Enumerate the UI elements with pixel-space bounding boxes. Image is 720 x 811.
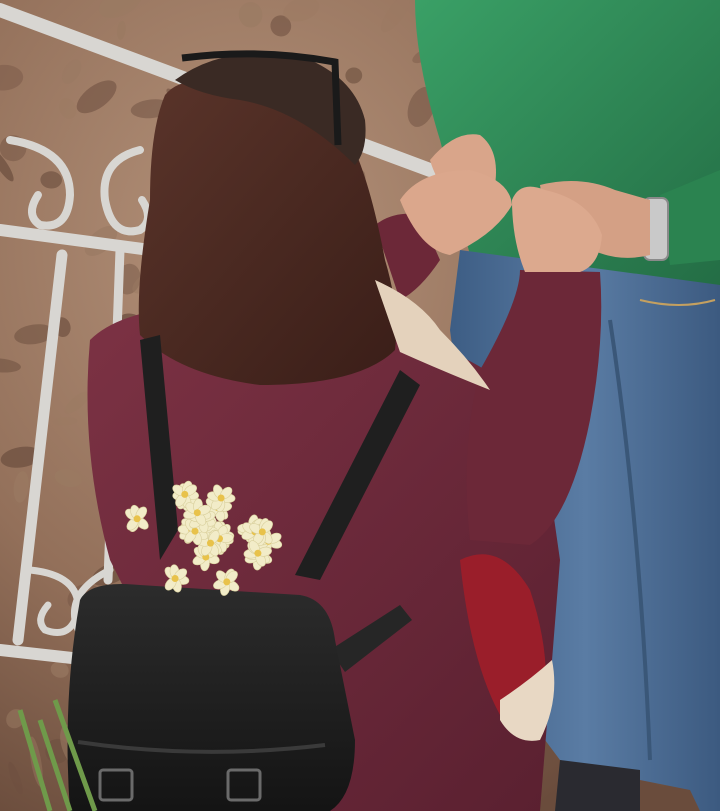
- black-backpack: [68, 584, 355, 811]
